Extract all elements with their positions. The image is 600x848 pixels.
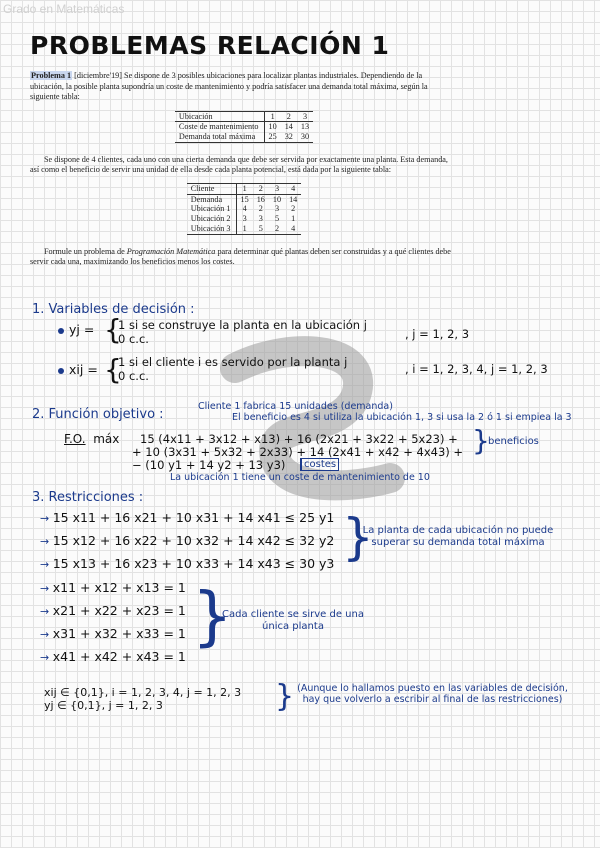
capacity-constraints [40, 510, 334, 579]
note-benefit: El beneficio es 4 si utiliza la ubicación 1, 3 si usa la 2 ó 1 si empiea la 3 [232, 412, 572, 423]
domain-y: yj ∈ {0,1}, j = 1, 2, 3 [44, 699, 163, 712]
table-cell: 5 [274, 214, 280, 224]
table-cell: 4 [242, 204, 247, 214]
objective-line-2: + 10 (3x31 + 5x32 + 2x33) + 14 (2x41 + x42 + 4x43) + [132, 445, 464, 459]
table-row [187, 214, 302, 224]
watermark-text: Grado en Matemáticas [3, 2, 125, 16]
x-brace-icon: { [104, 353, 122, 386]
problem-statement [30, 71, 458, 268]
table-cell: 2 [269, 224, 285, 234]
section-1-heading: 1. Variables de decisión : [32, 302, 195, 317]
section-3-heading: 3. Restricciones : [32, 490, 144, 505]
table-cell: 25 [264, 132, 281, 142]
capacity-brace-icon: } [342, 508, 374, 566]
table-cell: 3 [274, 204, 280, 214]
table-cell: Ubicación 1 [187, 204, 236, 214]
table-cell: 3 [269, 183, 285, 194]
y-variable-definition [58, 322, 94, 337]
constraint-text: x21 + x22 + x23 = 1 [52, 603, 186, 618]
table-cell: 10 [269, 194, 285, 204]
constraint-text: 15 x13 + 16 x23 + 10 x33 + 14 x43 ≤ 30 y3 [52, 556, 335, 571]
bullet-icon [58, 328, 64, 334]
table-cell: 15 [236, 194, 253, 204]
table-cell: 3 [242, 214, 247, 224]
table-cell: Demanda total máxima [175, 132, 264, 142]
table-cell: Demanda [187, 194, 236, 204]
assignment-constraints [40, 580, 186, 672]
domain-x: xij ∈ {0,1}, i = 1, 2, 3, 4, j = 1, 2, 3 [44, 686, 242, 699]
bullet-icon [58, 368, 64, 374]
y-var-label: yj = [69, 322, 95, 337]
table-cell: 3 [258, 214, 263, 224]
table-cell: 5 [253, 224, 269, 234]
constraint-row [40, 603, 186, 626]
table-row [187, 224, 302, 234]
arrow-icon: → [40, 582, 53, 595]
table-row [187, 204, 302, 214]
constraint-text: x31 + x32 + x33 = 1 [52, 626, 186, 641]
assignment-note: Cada cliente se sirve de una única planta [222, 609, 364, 632]
benefit-label: beneficios [488, 436, 539, 447]
constraint-row [40, 580, 186, 603]
table-cell: 10 [264, 122, 281, 132]
x-range: , i = 1, 2, 3, 4, j = 1, 2, 3 [405, 362, 548, 376]
table-cell: 14 [281, 122, 297, 132]
table-cell: 4 [285, 224, 301, 234]
arrow-icon: → [40, 651, 53, 664]
table-cell: 2 [253, 183, 269, 194]
para3-text-b: para determinar qué plantas deben ser construidas y a qué clientes debe servir cada una, maximizando los beneficios menos los costes. [30, 246, 451, 267]
note-demand: Cliente 1 fabrica 15 unidades (demanda) [198, 401, 393, 412]
capacity-note: La planta de cada ubicación no puede superar su demanda total máxima [362, 525, 554, 548]
table-row [187, 183, 302, 194]
arrow-icon: → [40, 558, 53, 571]
problem-intro [30, 71, 458, 103]
table-cell: 4 [285, 183, 301, 194]
arrow-icon: → [40, 512, 53, 525]
table-row [175, 122, 313, 132]
table-cell: Coste de mantenimiento [175, 122, 264, 132]
table-cell: Cliente [187, 183, 236, 194]
table-cell: 13 [297, 122, 313, 132]
problem-label: Problema 1 [31, 71, 72, 80]
assignment-brace-icon: } [192, 580, 233, 654]
table-cell: 1 [264, 111, 281, 122]
table-locations [175, 111, 313, 143]
constraint-text: 15 x12 + 16 x22 + 10 x32 + 14 x42 ≤ 32 y2 [52, 533, 335, 548]
fo-label [64, 432, 119, 446]
constraint-row [40, 649, 186, 672]
table-cell: Ubicación 3 [187, 224, 236, 234]
constraint-row [40, 626, 186, 649]
constraint-text: x41 + x42 + x43 = 1 [52, 649, 186, 664]
arrow-icon: → [40, 605, 53, 618]
section-2-heading: 2. Función objetivo : [32, 407, 164, 422]
table-cell: Ubicación 2 [187, 214, 236, 224]
table-cell: 1 [236, 183, 253, 194]
arrow-icon: → [40, 535, 53, 548]
fo-text: F.O. [64, 432, 86, 446]
x-variable-definition [58, 362, 98, 377]
table-cell: 2 [281, 111, 297, 122]
y-range: , j = 1, 2, 3 [405, 327, 470, 341]
problem-intro-text: [diciembre'19] Se dispone de 3 posibles ubicaciones para localizar plantas industriales. Dependiendo de la ubicación, la posible planta supondría un coste de mantenimiento y podría satisfacer una demanda total máxima, según la siguiente tabla: [30, 71, 428, 101]
y-case-2: 0 c.c. [118, 332, 149, 346]
table-cell: 3 [297, 111, 313, 122]
note-maintenance-cost: La ubicación 1 tiene un coste de mantenimiento de 10 [170, 472, 430, 483]
para3-emphasis: Programación Matemática [126, 246, 216, 256]
table-row [175, 132, 313, 142]
domain-brace-icon: } [275, 679, 295, 714]
table-row [175, 111, 313, 122]
constraint-text: x11 + x12 + x13 = 1 [52, 580, 186, 595]
constraint-row [40, 510, 334, 533]
arrow-icon: → [40, 628, 53, 641]
table-cell: 2 [291, 204, 296, 214]
benefit-brace-icon: } [472, 424, 490, 457]
constraint-text: 15 x11 + 16 x21 + 10 x31 + 14 x41 ≤ 25 y1 [52, 510, 335, 525]
para3-text-a: Formule un problema de [44, 246, 127, 256]
x-case-1: 1 si el cliente i es servido por la planta j [118, 355, 348, 369]
table-row [187, 194, 302, 204]
x-var-label: xij = [69, 362, 98, 377]
max-text: máx [93, 432, 120, 446]
cost-label: costes [300, 458, 339, 471]
table-cell: 2 [258, 204, 263, 214]
page-title: PROBLEMAS RELACIÓN 1 [30, 31, 390, 60]
y-case-1: 1 si se construye la planta en la ubicación j [118, 318, 367, 332]
table-cell: 30 [297, 132, 313, 142]
table-cell: Ubicación [175, 111, 264, 122]
x-case-2: 0 c.c. [118, 369, 149, 383]
table-cell: 1 [291, 214, 296, 224]
objective-line-1: 15 (4x11 + 3x12 + x13) + 16 (2x21 + 3x22 + 5x23) + [140, 432, 458, 446]
y-brace-icon: { [104, 313, 122, 346]
problem-paragraph-3 [30, 247, 458, 268]
constraint-row [40, 533, 334, 556]
table-cell: 14 [285, 194, 301, 204]
table-cell: 16 [253, 194, 269, 204]
table-clients [187, 183, 302, 235]
table-cell: 32 [281, 132, 297, 142]
problem-paragraph-2: Se dispone de 4 clientes, cada uno con una cierta demanda que debe ser servida por exactamente una planta. Esta demanda, así como el beneficio de servir una unidad de ella desde cada planta potencial, está dada por la siguiente tabla: [30, 154, 448, 175]
constraint-row [40, 556, 334, 579]
table-cell: 1 [236, 224, 253, 234]
domain-note: (Aunque lo hallamos puesto en las variables de decisión, hay que volverlo a escribir al final de las restricciones) [297, 683, 568, 705]
objective-line-3: − (10 y1 + 14 y2 + 13 y3) [132, 458, 286, 472]
